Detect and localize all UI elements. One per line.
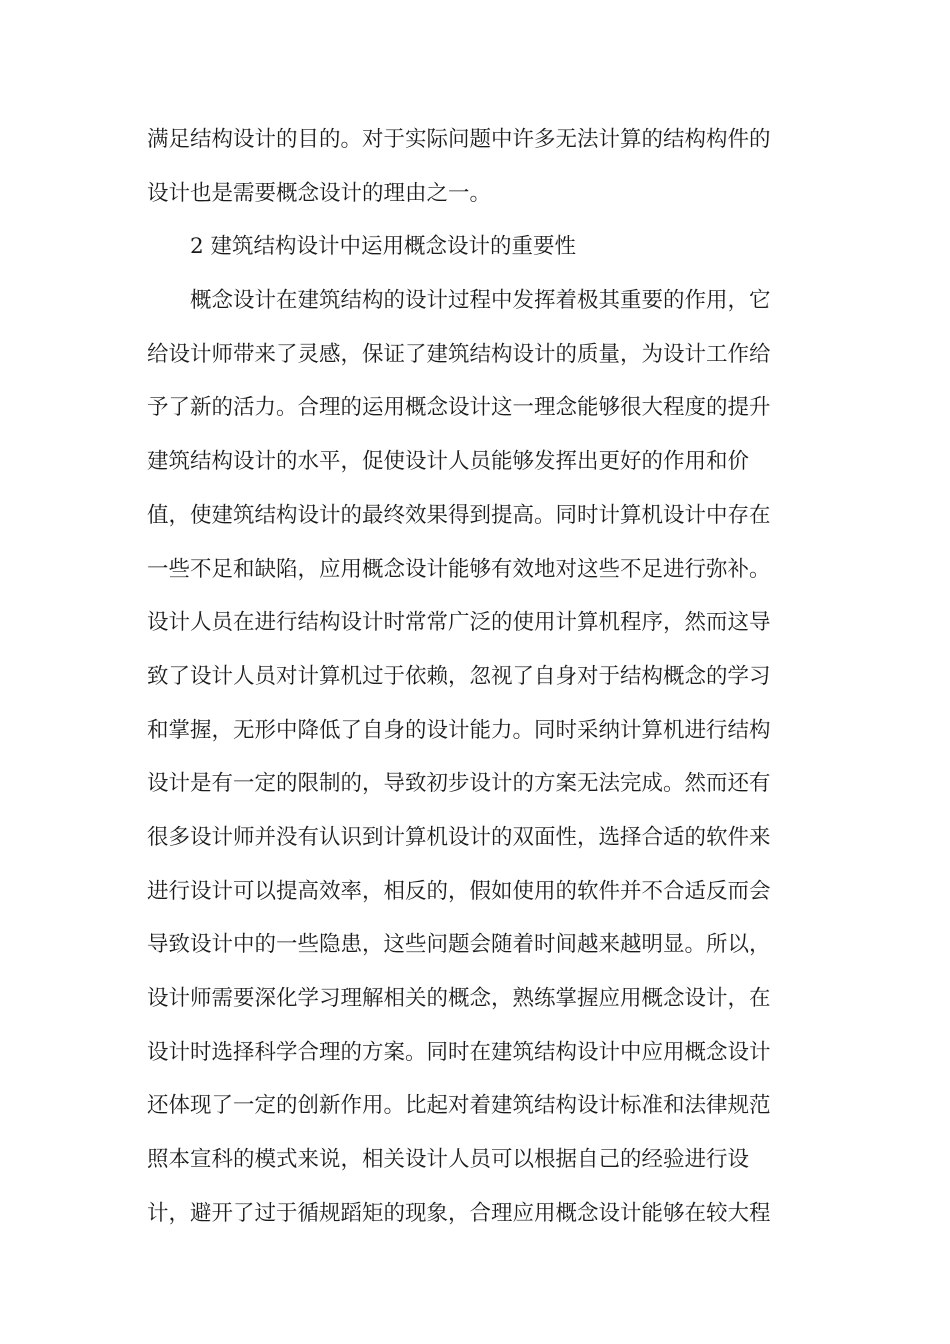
text-line: 值，使建筑结构设计的最终效果得到提高。同时计算机设计中存在 [147, 502, 771, 528]
text-line: 满足结构设计的目的。对于实际问题中许多无法计算的结构构件的 [147, 127, 771, 152]
text-line: 一些不足和缺陷，应用概念设计能够有效地对这些不足进行弥补。 [147, 556, 771, 582]
text-line: 设计师需要深化学习理解相关的概念，熟练掌握应用概念设计，在 [147, 986, 771, 1011]
text-line: 还体现了一定的创新作用。比起对着建筑结构设计标准和法律规范 [147, 1093, 771, 1119]
text-line: 设计也是需要概念设计的理由之一。 [147, 180, 492, 206]
text-line: 和掌握，无形中降低了自身的设计能力。同时采纳计算机进行结构 [147, 717, 771, 743]
text-line: 给设计师带来了灵感，保证了建筑结构设计的质量，为设计工作给 [147, 341, 771, 367]
text-line: 进行设计可以提高效率，相反的，假如使用的软件并不合适反而会 [147, 878, 771, 904]
section-heading: 2 建筑结构设计中运用概念设计的重要性 [190, 234, 577, 260]
text-line: 很多设计师并没有认识到计算机设计的双面性，选择合适的软件来 [147, 824, 771, 850]
text-line: 照本宣科的模式来说，相关设计人员可以根据自己的经验进行设 [147, 1147, 750, 1173]
text-line: 致了设计人员对计算机过于依赖，忽视了自身对于结构概念的学习 [147, 663, 771, 689]
text-line: 概念设计在建筑结构的设计过程中发挥着极其重要的作用，它 [190, 288, 771, 314]
text-line: 导致设计中的一些隐患，这些问题会随着时间越来越明显。所以， [147, 932, 771, 958]
text-line: 建筑结构设计的水平，促使设计人员能够发挥出更好的作用和价 [147, 449, 750, 475]
text-line: 设计人员在进行结构设计时常常广泛的使用计算机程序，然而这导 [147, 610, 771, 636]
text-line: 设计是有一定的限制的，导致初步设计的方案无法完成。然而还有 [147, 771, 771, 797]
text-line: 计，避开了过于循规蹈矩的现象，合理应用概念设计能够在较大程 [147, 1200, 771, 1226]
body-text [147, 113, 807, 1240]
text-line: 设计时选择科学合理的方案。同时在建筑结构设计中应用概念设计 [147, 1039, 771, 1065]
text-line: 予了新的活力。合理的运用概念设计这一理念能够很大程度的提升 [147, 395, 771, 421]
